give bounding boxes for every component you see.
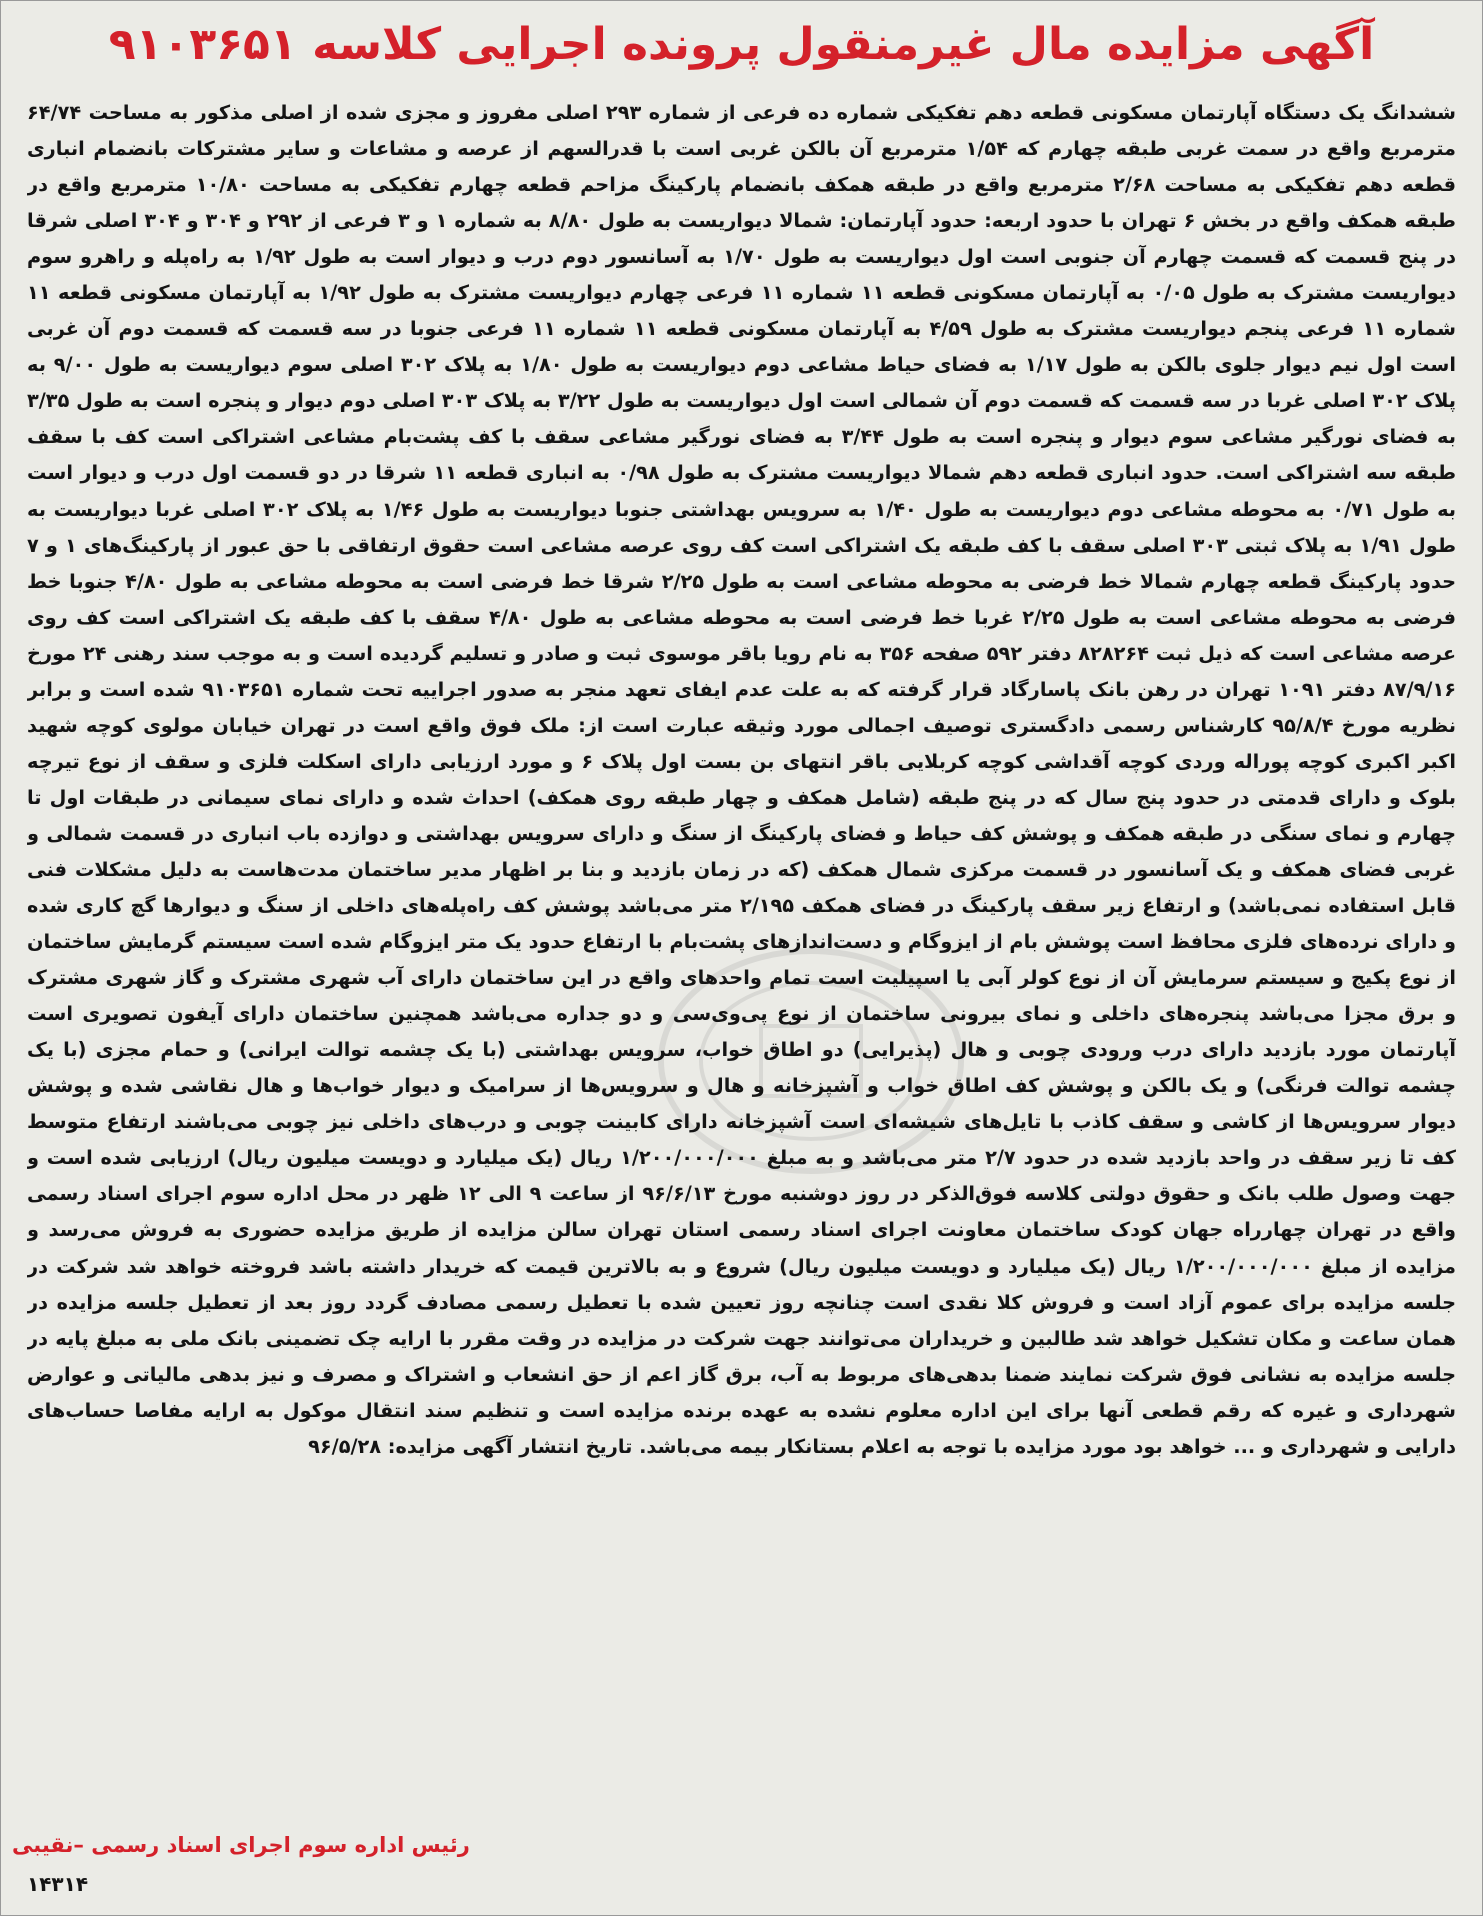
signature-line: رئیس اداره سوم اجرای اسناد رسمی –نقیبی xyxy=(12,1833,470,1857)
notice-code: ۱۴۳۱۴ xyxy=(27,1872,89,1896)
page-title: آگهی مزایده مال غیرمنقول پرونده اجرایی کلاسه ۹۱۰۳۶۵۱ xyxy=(108,19,1375,70)
notice-body-text: ششدانگ یک دستگاه آپارتمان مسکونی قطعه دهم تفکیکی شماره ده فرعی از شماره ۲۹۳ اصلی مفروز و مجزی شده از اصلی مذکور به مساحت ۶۴/۷۴ مترمربع واقع در سمت غربی طبقه چهارم که ۱/۵۴ مترمربع آن بالکن غربی است با قدرالسهم از عرصه و مشاعات و سایر مشترکات بانضمام انباری قطعه دهم تفکیکی به مساحت ۲/۶۸ مترمربع واقع در طبقه همکف بانضمام پارکینگ مزاحم قطعه چهارم تفکیکی به مساحت ۱۰/۸۰ مترمربع واقع در طبقه همکف واقع در بخش ۶ تهران با حدود اربعه: حدود آپارتمان: شمالا دیواریست به طول ۸/۸۰ به شماره ۱ و ۳ فرعی از ۲۹۲ و ۳۰۴ و ۳۰۴ اصلی شرقا در پنج قسمت که قسمت چهارم آن جنوبی است اول دیواریست به طول ۱/۷۰ به آسانسور دوم درب و دیوار است به طول ۱/۹۲ به راه‌پله و راهرو سوم دیواریست مشترک به طول ۰/۰۵ به آپارتمان مسکونی قطعه ۱۱ شماره ۱۱ فرعی چهارم دیواریست مشترک به طول ۱/۹۲ به آپارتمان مسکونی قطعه ۱۱ شماره ۱۱ فرعی پنجم دیواریست مشترک به طول ۴/۵۹ به آپارتمان مسکونی قطعه ۱۱ شماره ۱۱ فرعی جنوبا در سه قسمت که قسمت دوم آن غربی است اول نیم دیوار جلوی بالکن به طول ۱/۱۷ به فضای حیاط مشاعی دوم دیواریست به طول ۱/۸۰ به پلاک ۳۰۲ اصلی سوم دیواریست به طول ۹/۰۰ به پلاک ۳۰۲ اصلی غربا در سه قسمت که قسمت دوم آن شمالی است اول دیواریست به طول ۳/۲۲ به پلاک ۳۰۳ اصلی دوم دیوار و پنجره است به طول ۳/۳۵ به فضای نورگیر مشاعی سوم دیوار و پنجره است به طول ۳/۴۴ به فضای نورگیر مشاعی سقف با کف پشت‌بام مشاعی اشتراکی است کف با سقف طبقه سه اشتراکی است. حدود انباری قطعه دهم شمالا دیواریست مشترک به طول ۰/۹۸ به انباری قطعه ۱۱ شرقا در دو قسمت اول درب و دیوار است به طول ۰/۷۱ به محوطه مشاعی دوم دیواریست به طول ۱/۴۰ به سرویس بهداشتی جنوبا دیواریست به طول ۱/۴۶ به پلاک ۳۰۲ اصلی غربا دیواریست به طول ۱/۹۱ به پلاک ثبتی ۳۰۳ اصلی سقف با کف طبقه یک اشتراکی است کف روی عرصه مشاعی است حقوق ارتفاقی با حق عبور از پارکینگ‌های ۱ و ۷ حدود پارکینگ قطعه چهارم شمالا خط فرضی به محوطه مشاعی است به طول ۲/۲۵ شرقا خط فرضی است به محوطه مشاعی به طول ۴/۸۰ جنوبا خط فرضی به محوطه مشاعی است به طول ۲/۲۵ غربا خط فرضی است به محوطه مشاعی به طول ۴/۸۰ سقف با کف طبقه یک اشتراکی است کف روی عرصه مشاعی است که ذیل ثبت ۸۲۸۲۶۴ دفتر ۵۹۲ صفحه ۳۵۶ به نام رویا باقر موسوی ثبت و صادر و تسلیم گردیده است و به موجب سند رهنی ۲۴ مورخ ۸۷/۹/۱۶ دفتر ۱۰۹۱ تهران در رهن بانک پاسارگاد قرار گرفته که به علت عدم ایفای تعهد منجر به صدور اجراییه تحت شماره ۹۱۰۳۶۵۱ شده است و برابر نظریه مورخ ۹۵/۸/۴ کارشناس رسمی دادگستری توصیف اجمالی مورد وثیقه عبارت است از: ملک فوق واقع است در تهران خیابان مولوی کوچه شهید اکبر اکبری کوچه پوراله وردی کوچه آقداشی کوچه کربلایی باقر انتهای بن بست اول پلاک ۶ و مورد ارزیابی دارای اسکلت فلزی و سقف از نوع تیرچه بلوک و دارای قدمتی در حدود پنج سال که در پنج طبقه (شامل همکف و چهار طبقه روی همکف) احداث شده و دارای نمای سیمانی در طبقات اول تا چهارم و نمای سنگی در طبقه همکف و پوشش کف حیاط و فضای پارکینگ از سنگ و دارای سرویس بهداشتی و دوازده باب انباری در قسمت شمالی و غربی فضای همکف و یک آسانسور در قسمت مرکزی شمال همکف (که در زمان بازدید و بنا بر اظهار مدیر ساختمان مدت‌هاست به دلیل مشکلات فنی قابل استفاده نمی‌باشد) و ارتفاع زیر سقف پارکینگ در فضای همکف ۲/۱۹۵ متر می‌باشد پوشش کف راه‌پله‌های داخلی از سنگ و دیوارها گچ کاری شده و دارای نرده‌های فلزی محافظ است پوشش بام از ایزوگام و دست‌اندازهای پشت‌بام با ارتفاع حدود یک متر ایزوگام شده است سیستم گرمایش ساختمان از نوع پکیج و سیستم سرمایش آن از نوع کولر آبی یا اسپیلیت است تمام واحدهای واقع در این ساختمان دارای آب شهری مشترک و گاز شهری مشترک و برق مجزا می‌باشد پنجره‌های داخلی و نمای بیرونی ساختمان از نوع پی‌وی‌سی و دو جداره می‌باشد همچنین ساختمان دارای آیفون تصویری است آپارتمان مورد بازدید دارای درب ورودی چوبی و هال (پذیرایی) دو اطاق خواب، سرویس بهداشتی (با یک چشمه توالت ایرانی) و حمام مجزی (با یک چشمه توالت فرنگی) و یک بالکن و پوشش کف اطاق خواب و آشپزخانه و هال و سرویس‌ها از سرامیک و دیوار خواب‌ها و هال نقاشی شده و پوشش دیوار سرویس‌ها از کاشی و سقف کاذب با تایل‌های شیشه‌ای است آشپزخانه دارای کابینت چوبی و درب‌های داخلی نیز چوبی می‌باشند ارتفاع متوسط کف تا زیر سقف در واحد بازدید شده در حدود ۲/۷ متر می‌باشد و به مبلغ ۱/۲۰۰/۰۰۰/۰۰۰ ریال (یک میلیارد و دویست میلیون ریال) ارزیابی شده است و جهت وصول طلب بانک و حقوق دولتی کلاسه فوق‌الذکر در روز دوشنبه مورخ ۹۶/۶/۱۳ از ساعت ۹ الی ۱۲ ظهر در محل اداره سوم اجرای اسناد رسمی واقع در تهران چهارراه جهان کودک ساختمان معاونت اجرای اسناد رسمی استان تهران سالن مزایده از طریق مزایده حضوری به فروش می‌رسد و مزایده از مبلغ ۱/۲۰۰/۰۰۰/۰۰۰ ریال (یک میلیارد و دویست میلیون ریال) شروع و به بالاترین قیمت که خریدار داشته باشد فروخته خواهد شد شرکت در جلسه مزایده برای عموم آزاد است و فروش کلا نقدی است چنانچه روز تعیین شده با تعطیل رسمی مصادف گردد روز بعد از تعطیل جلسه مزایده در همان ساعت و مکان تشکیل خواهد شد طالبین و خریداران می‌توانند جهت شرکت در مزایده در وقت مقرر با ارایه چک تضمینی بانک ملی به مبلغ پایه در جلسه مزایده به نشانی فوق شرکت نمایند ضمنا بدهی‌های مربوط به آب، برق گاز اعم از حق انشعاب و اشتراک و مصرف و نیز بدهی مالیاتی و عوارض شهرداری و غیره که رقم قطعی آنها برای این اداره معلوم نشده به عهده برنده مزایده است و تنظیم سند انتقال موکول به ارایه مفاصا حساب‌های دارایی و شهرداری و ... خواهد بود مورد مزایده با توجه به اعلام بستانکار بیمه می‌باشد. تاریخ انتشار آگهی مزایده: ۹۶/۵/۲۸ xyxy=(27,101,1456,1458)
